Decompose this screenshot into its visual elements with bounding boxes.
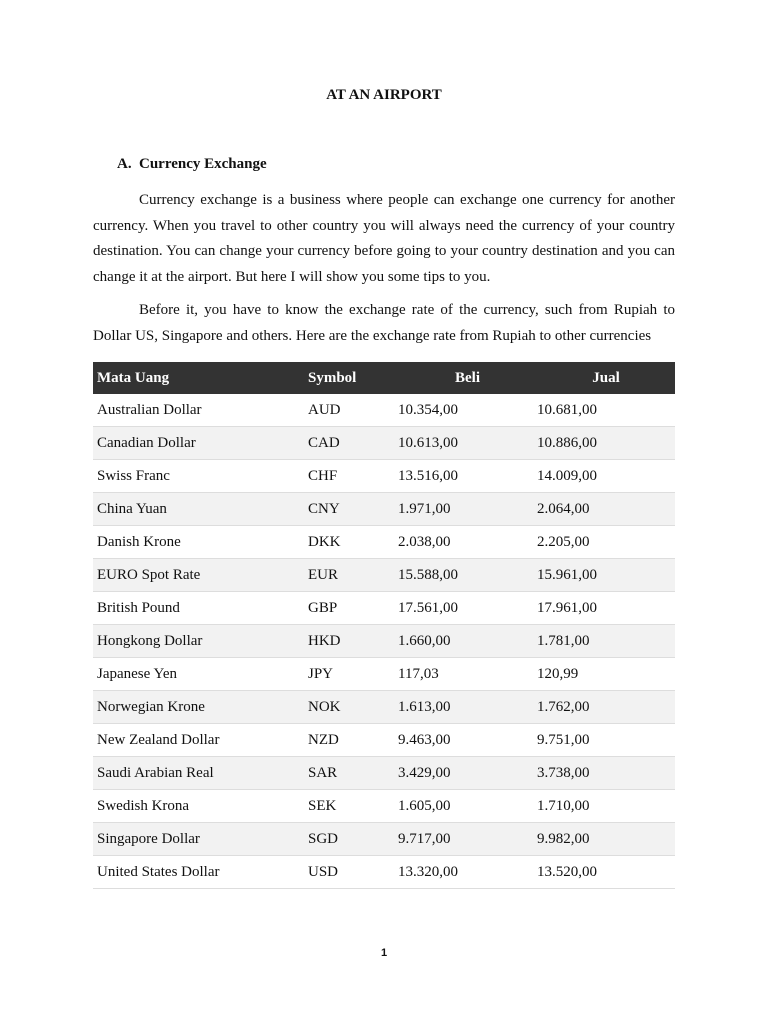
section-heading-text: Currency Exchange	[139, 156, 267, 172]
cell-buy: 13.320,00	[398, 856, 537, 889]
page-number: 1	[380, 947, 388, 959]
cell-sell: 1.781,00	[537, 625, 675, 658]
cell-sell: 13.520,00	[537, 856, 675, 889]
header-buy: Beli	[398, 362, 537, 394]
table-row	[93, 592, 675, 625]
cell-currency: Japanese Yen	[93, 658, 308, 691]
cell-sell: 2.205,00	[537, 526, 675, 559]
cell-symbol: USD	[308, 856, 398, 889]
cell-currency: Hongkong Dollar	[93, 625, 308, 658]
cell-currency: United States Dollar	[93, 856, 308, 889]
cell-symbol: SAR	[308, 757, 398, 790]
table-row	[93, 559, 675, 592]
cell-currency: Norwegian Krone	[93, 691, 308, 724]
cell-currency: Danish Krone	[93, 526, 308, 559]
cell-sell: 1.710,00	[537, 790, 675, 823]
cell-sell: 10.886,00	[537, 427, 675, 460]
cell-symbol: DKK	[308, 526, 398, 559]
cell-buy: 1.605,00	[398, 790, 537, 823]
table-row	[93, 427, 675, 460]
header-currency: Mata Uang	[93, 362, 308, 394]
cell-currency: Saudi Arabian Real	[93, 757, 308, 790]
paragraph-intro: Currency exchange is a business where people can exchange one currency for another currency. When you travel to other country you will always need the currency of your country destination. You can change your currency before going to your country destination and you can change it at the airport. But here I will show you some tips to you.	[93, 192, 675, 285]
cell-buy: 2.038,00	[398, 526, 537, 559]
cell-symbol: HKD	[308, 625, 398, 658]
cell-symbol: CAD	[308, 427, 398, 460]
cell-currency: Swedish Krona	[93, 790, 308, 823]
cell-buy: 3.429,00	[398, 757, 537, 790]
table-row	[93, 757, 675, 790]
cell-symbol: SEK	[308, 790, 398, 823]
section-letter: A.	[117, 156, 132, 172]
cell-symbol: SGD	[308, 823, 398, 856]
cell-currency: China Yuan	[93, 493, 308, 526]
cell-currency: Swiss Franc	[93, 460, 308, 493]
cell-currency: Australian Dollar	[93, 394, 308, 427]
exchange-rate-table	[93, 362, 675, 889]
cell-sell: 2.064,00	[537, 493, 675, 526]
cell-sell: 9.982,00	[537, 823, 675, 856]
header-sell: Jual	[537, 362, 675, 394]
page-title: AT AN AIRPORT	[326, 87, 442, 103]
cell-sell: 14.009,00	[537, 460, 675, 493]
cell-buy: 15.588,00	[398, 559, 537, 592]
table-row	[93, 724, 675, 757]
table-row	[93, 493, 675, 526]
table-row	[93, 691, 675, 724]
table-body	[93, 394, 675, 889]
cell-symbol: EUR	[308, 559, 398, 592]
table-row	[93, 790, 675, 823]
cell-buy: 1.660,00	[398, 625, 537, 658]
cell-sell: 10.681,00	[537, 394, 675, 427]
table-row	[93, 394, 675, 427]
cell-currency: New Zealand Dollar	[93, 724, 308, 757]
cell-currency: EURO Spot Rate	[93, 559, 308, 592]
cell-sell: 120,99	[537, 658, 675, 691]
cell-buy: 117,03	[398, 658, 537, 691]
cell-symbol: CHF	[308, 460, 398, 493]
cell-buy: 13.516,00	[398, 460, 537, 493]
cell-buy: 10.354,00	[398, 394, 537, 427]
cell-buy: 1.613,00	[398, 691, 537, 724]
cell-buy: 9.463,00	[398, 724, 537, 757]
cell-buy: 10.613,00	[398, 427, 537, 460]
cell-symbol: NZD	[308, 724, 398, 757]
cell-currency: Singapore Dollar	[93, 823, 308, 856]
table-row	[93, 856, 675, 889]
cell-buy: 1.971,00	[398, 493, 537, 526]
cell-symbol: AUD	[308, 394, 398, 427]
cell-symbol: JPY	[308, 658, 398, 691]
header-symbol: Symbol	[308, 362, 398, 394]
cell-sell: 15.961,00	[537, 559, 675, 592]
cell-sell: 9.751,00	[537, 724, 675, 757]
cell-buy: 17.561,00	[398, 592, 537, 625]
cell-sell: 17.961,00	[537, 592, 675, 625]
table-row	[93, 823, 675, 856]
table-row	[93, 526, 675, 559]
table-row	[93, 460, 675, 493]
section-heading	[117, 156, 267, 173]
table-row	[93, 625, 675, 658]
cell-symbol: GBP	[308, 592, 398, 625]
cell-symbol: CNY	[308, 493, 398, 526]
cell-symbol: NOK	[308, 691, 398, 724]
cell-sell: 1.762,00	[537, 691, 675, 724]
table-row	[93, 658, 675, 691]
table-header-row	[93, 362, 675, 394]
cell-buy: 9.717,00	[398, 823, 537, 856]
paragraph-exchange-rate: Before it, you have to know the exchange rate of the currency, such from Rupiah to Dollar US, Singapore and others. Here are the exchange rate from Rupiah to other currencies	[93, 302, 675, 344]
cell-currency: Canadian Dollar	[93, 427, 308, 460]
cell-sell: 3.738,00	[537, 757, 675, 790]
cell-currency: British Pound	[93, 592, 308, 625]
